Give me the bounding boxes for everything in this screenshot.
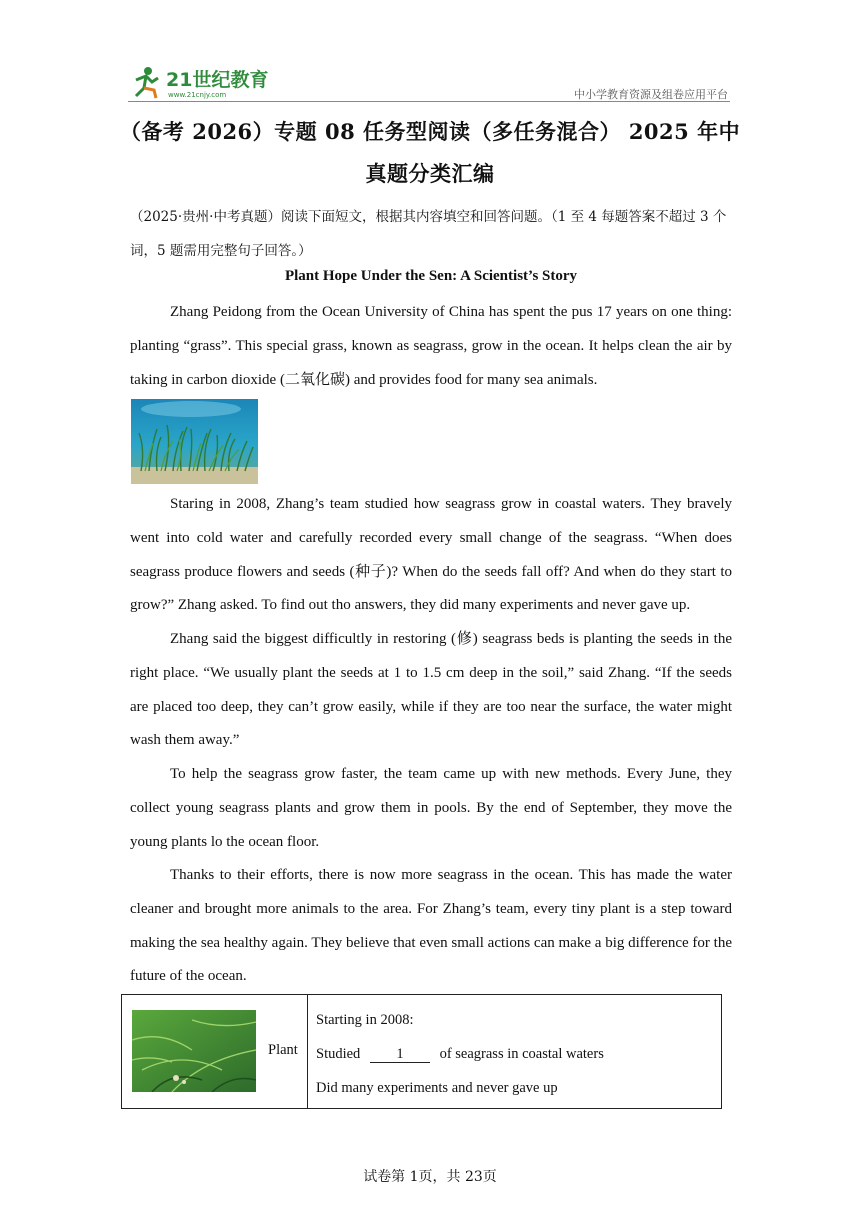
- table-line-2-before: Studied: [316, 1046, 361, 1062]
- article-paragraph-3: Zhang said the biggest difficultly in restoring (修) seagrass beds is planting the seeds in the right place. “We usually plant the seeds at 1 to 1.5 cm deep in the soil,” said Zhang. “If the seeds are placed too deep, they can’t grow easily, while if they are too near the surface, the water might wash them away.”: [130, 631, 732, 749]
- article-paragraph-1: Zhang Peidong from the Ocean University of China has spent the pus 17 years on one thing: planting “grass”. This special grass, known as seagrass, grow in the ocean. It helps clean the air by taking in carbon dioxide (二氧化碳) and provides food for many sea animals.: [130, 304, 732, 388]
- table-divider: [307, 995, 308, 1108]
- instructions: （2025·贵州·中考真题）阅读下面短文，根据其内容填空和回答问题。（1 至 4 每题答案不超过 3 个词，5 题需用完整句子回答。）: [130, 209, 727, 259]
- page-title-line1: （备考 2026）专题 08 任务型阅读（多任务混合） 2025 年中: [119, 119, 741, 144]
- logo: [128, 64, 268, 100]
- answer-blank-1[interactable]: 1: [370, 1046, 430, 1063]
- seagrass-plant-photo: [132, 1010, 256, 1092]
- header-divider: [128, 101, 730, 102]
- logo-text: 21世纪教育: [166, 69, 268, 91]
- article-paragraph-5: Thanks to their efforts, there is now more seagrass in the ocean. This has made the water cleaner and brought more animals to the area. For Zhang’s team, every tiny plant is a step toward making the sea healthy again. They believe that even small actions can make a big difference for the future of the ocean.: [130, 867, 732, 985]
- table-line-2-after: of seagrass in coastal waters: [439, 1046, 604, 1062]
- seagrass-photo: [131, 399, 258, 484]
- table-line-2: [316, 1037, 604, 1071]
- page-title-line2: 真题分类汇编: [365, 161, 495, 186]
- table-row-label: Plant: [268, 1042, 298, 1058]
- article-paragraph-4: To help the seagrass grow faster, the team came up with new methods. Every June, they collect young seagrass plants and grow them in pools. By the end of September, they move the young plants lo the ocean floor.: [130, 766, 732, 850]
- article-paragraph-2: Staring in 2008, Zhang’s team studied how seagrass grow in coastal waters. They bravely went into cold water and carefully recorded every small change of the seagrass. “When does seagrass produce flowers and seeds (种子)? When do the seeds fall off? And when do they start to grow?” Zhang asked. To find out tho answers, they did many experiments and never gave up.: [130, 496, 732, 614]
- table-content: [316, 1003, 604, 1105]
- table-line-1: Starting in 2008:: [316, 1012, 414, 1028]
- answer-table: [121, 994, 722, 1109]
- logo-url: www.21cnjy.com: [168, 91, 227, 99]
- table-line-3: Did many experiments and never gave up: [316, 1080, 558, 1096]
- page-footer: 试卷第 1页，共 23页: [363, 1169, 497, 1185]
- page-header: [128, 62, 730, 102]
- platform-name: 中小学教育资源及组卷应用平台: [574, 88, 728, 101]
- article-title: Plant Hope Under the Sen: A Scientist’s Story: [284, 268, 578, 284]
- runner-icon: [136, 67, 158, 98]
